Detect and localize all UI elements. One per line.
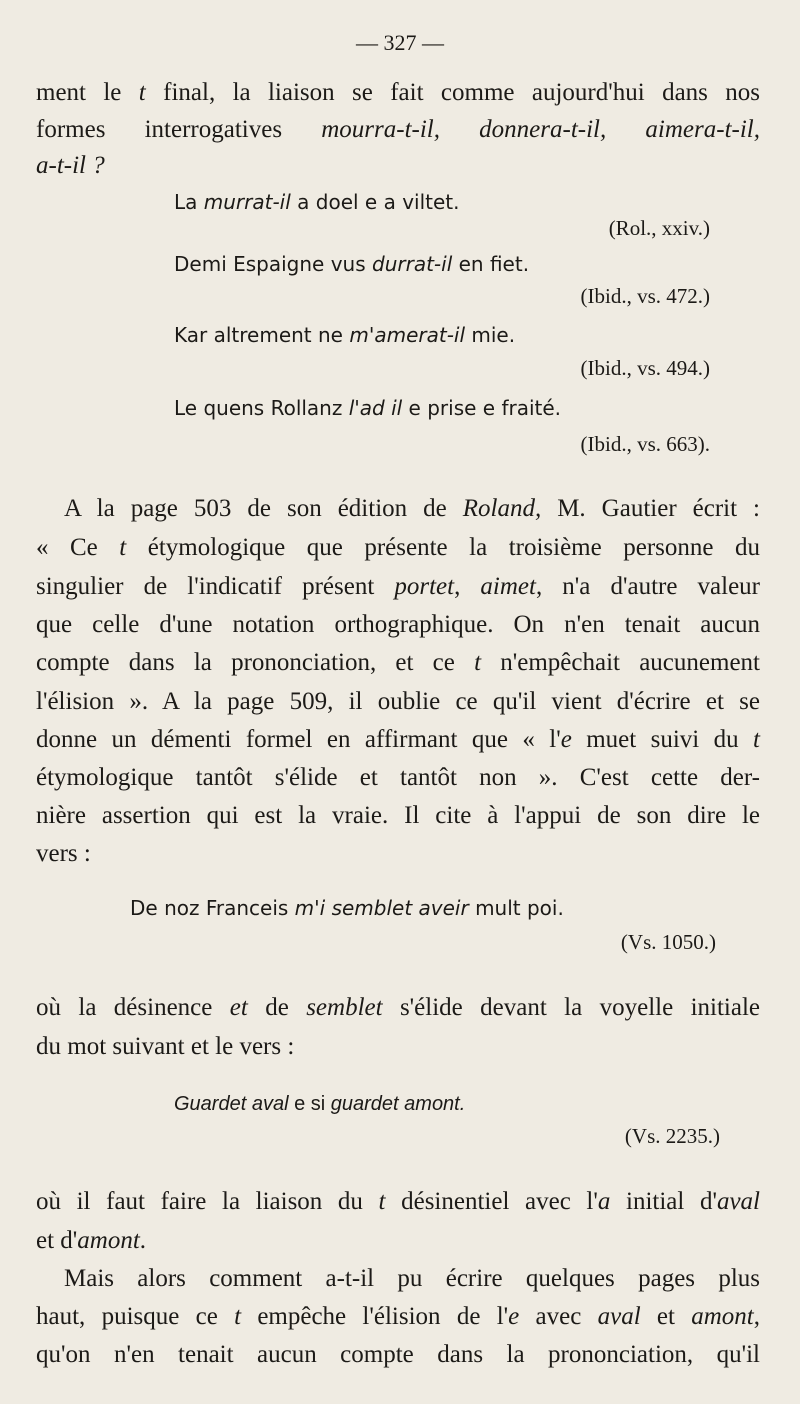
italic-text: mourra-t-il, donnera-t-il, aimera-t-il, [321,116,760,143]
page-number: — 327 — [356,30,444,55]
italic-text: a-t-il ? [36,152,105,179]
verse-line: Guardet aval e si guardet amont. [174,1093,466,1115]
italic-text: durrat-il [372,252,453,276]
italic-text: portet [394,573,455,600]
text-line: où la désinence et de semblet s'élide devant la voyelle initiale [36,994,760,1021]
italic-text: l'ad il [348,396,403,420]
verse-reference: (Ibid., vs. 663). [580,432,710,456]
text-line: haut, puisque ce t empêche l'élision de l'e avec aval et amont, [36,1303,760,1330]
italic-text: m'i semblet aveir [294,896,469,920]
verse-line: Le quens Rollanz l'ad il e prise e fraité. [174,396,562,420]
italic-text: murrat-il [203,190,291,214]
text-line: où il faut faire la liaison du t désinentiel avec l'a initial d'aval [36,1188,760,1215]
italic-text: m'amerat-il [349,323,466,347]
italic-text: a [597,1188,611,1215]
italic-text: guardet amont. [330,1093,466,1115]
text-line: ment le t final, la liaison se fait comme aujourd'hui dans nos [36,79,760,106]
italic-text: amont [691,1303,754,1330]
text-line: l'élision ». A la page 509, il oublie ce qu'il vient d'écrire et se [36,688,760,715]
italic-text: t [234,1303,242,1330]
italic-text: Roland, [462,495,542,522]
italic-text: e [560,726,572,753]
text-line: « Ce t étymologique que présente la troisième personne du [36,534,760,561]
italic-text: et [229,994,248,1021]
text-line: donne un démenti formel en affirmant que « l'e muet suivi du t [36,726,760,753]
verse-reference: (Ibid., vs. 494.) [580,356,710,380]
italic-text: t [378,1188,386,1215]
italic-text: amont [77,1227,140,1254]
italic-text: t [474,649,482,676]
verse-reference: (Vs. 2235.) [624,1124,720,1148]
text-line: étymologique tantôt s'élide et tantôt non ». C'est cette der- [36,764,760,791]
text-line: compte dans la prononciation, et ce t n'empêchait aucunement [36,649,760,676]
verse-line: La murrat-il a doel e a viltet. [174,190,460,214]
italic-text: aimet [480,573,536,600]
text-line [36,151,760,181]
text-line: que celle d'une notation orthographique. On n'en tenait aucun [36,611,760,638]
italic-text: t [119,534,127,561]
italic-text: semblet [306,994,383,1021]
italic-text: t [138,79,146,106]
italic-text: aval [716,1188,760,1215]
text-line: du mot suivant et le vers : [36,1033,295,1060]
italic-text: aval [597,1303,641,1330]
italic-text: Guardet aval [174,1093,289,1115]
text-line: singulier de l'indicatif présent portet, aimet, n'a d'autre valeur [36,573,760,600]
text-line: formes interrogatives mourra-t-il, donnera-t-il, aimera-t-il, [36,116,760,143]
text-line: qu'on n'en tenait aucun compte dans la prononciation, qu'il [36,1341,760,1368]
text-line: Mais alors comment a-t-il pu écrire quelques pages plus [64,1265,760,1292]
verse-reference: (Rol., xxiv.) [608,216,710,240]
text-line: vers : [36,840,91,867]
text-line: A la page 503 de son édition de Roland, M. Gautier écrit : [64,495,760,522]
verse-line: De noz Franceis m'i semblet aveir mult poi. [130,896,564,920]
verse-line: Demi Espaigne vus durrat-il en fiet. [174,252,530,276]
italic-text: e [508,1303,520,1330]
verse-reference: (Vs. 1050.) [620,930,716,954]
italic-text: t [753,726,760,753]
verse-reference: (Ibid., vs. 472.) [580,284,710,308]
text-line: nière assertion qui est la vraie. Il cite à l'appui de son dire le [36,802,760,829]
text-line: et d'amont. [36,1227,147,1254]
verse-line: Kar altrement ne m'amerat-il mie. [174,323,516,347]
